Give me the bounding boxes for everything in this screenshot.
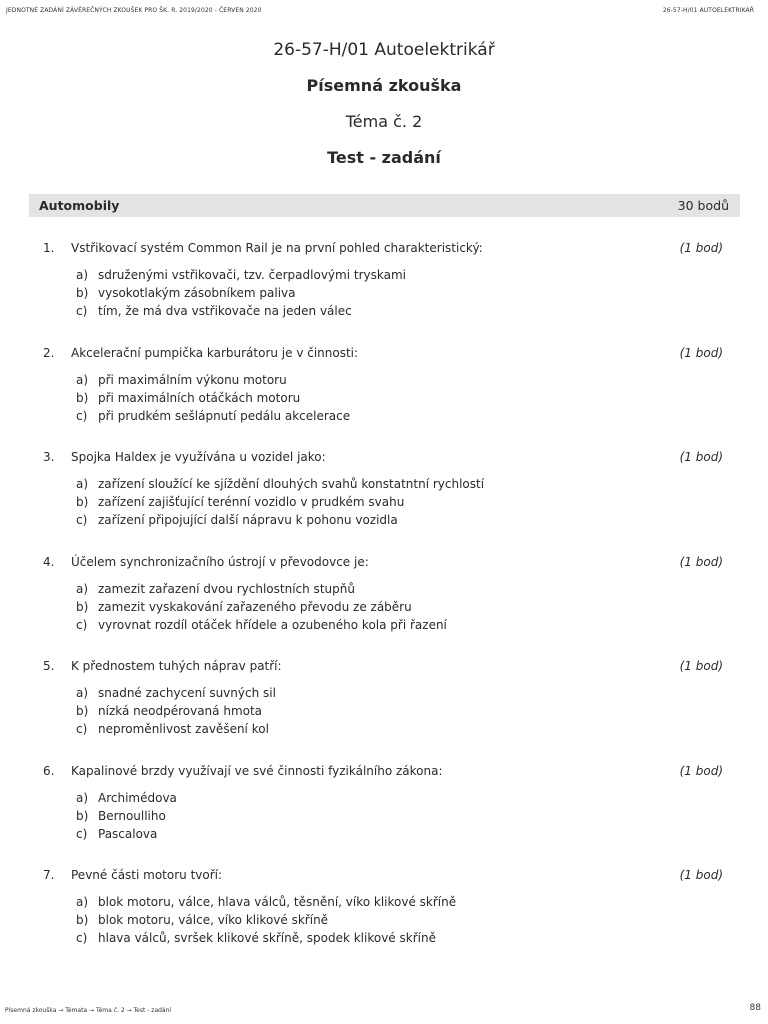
running-header-right: 26-57-H/01 AUTOELEKTRIKÁŘ [662, 7, 754, 14]
answer-option-b: b) vysokotlakým zásobníkem paliva [76, 286, 296, 300]
question-number: 1. [43, 241, 55, 255]
question-text: Kapalinové brzdy využívají ve své činnosti fyzikálního zákona: [71, 763, 443, 778]
topic-title: Téma č. 2 [345, 112, 423, 131]
answer-option-b: b) blok motoru, válce, víko klikové skříně [76, 913, 329, 927]
answer-option-a: a) při maximálním výkonu motoru [76, 372, 287, 387]
question-text: K přednostem tuhých náprav patří: [71, 659, 282, 673]
question-6 [0, 763, 768, 868]
answer-option-c: c) Pascalova [76, 826, 158, 841]
answer-option-b: b) při maximálních otáčkách motoru [76, 390, 301, 405]
question-text: Účelem synchronizačního ústrojí v převodovce je: [71, 554, 369, 569]
answer-option-b: b) Bernoulliho [76, 808, 166, 823]
answer-option-c: c) neproměnlivost zavěšení kol [76, 722, 269, 736]
question-7 [0, 867, 768, 972]
question-text: Akcelerační pumpička karburátoru je v činnosti: [71, 345, 359, 360]
question-number: 7. [43, 868, 55, 882]
exam-title: Písemná zkouška [306, 76, 462, 95]
section-title: Automobily [39, 198, 120, 213]
question-points: (1 bod) [679, 868, 723, 882]
answer-option-b: b) zařízení zajišťující terénní vozidlo v prudkém svahu [76, 495, 405, 509]
question-points: (1 bod) [679, 345, 723, 360]
footer-breadcrumb: Písemná zkouška → Témata → Téma č. 2 → Test - zadání [5, 1007, 172, 1014]
answer-option-a: a) zařízení sloužící ke sjíždění dlouhých svahů konstatntní rychlostí [76, 477, 485, 491]
answer-option-c: c) zařízení připojující další nápravu k pohonu vozidla [76, 513, 398, 527]
question-number: 5. [43, 659, 55, 673]
answer-option-a: a) blok motoru, válce, hlava válců, těsnění, víko klikové skříně [76, 895, 457, 909]
question-text: Pevné části motoru tvoří: [71, 868, 223, 882]
answer-option-a: a) zamezit zařazení dvou rychlostních stupňů [76, 581, 355, 596]
document-code-title: 26-57-H/01 Autoelektrikář [273, 40, 495, 60]
answer-option-a: a) Archimédova [76, 790, 177, 805]
answer-option-a: a) sdruženými vstřikovači, tzv. čerpadlovými tryskami [76, 268, 406, 282]
answer-option-a: a) snadné zachycení suvných sil [76, 686, 276, 700]
question-points: (1 bod) [679, 450, 723, 464]
question-points: (1 bod) [679, 763, 723, 778]
test-title: Test - zadání [327, 148, 441, 167]
answer-option-c: c) hlava válců, svršek klikové skříně, spodek klikové skříně [76, 931, 436, 945]
question-3 [0, 449, 768, 554]
question-number: 3. [43, 450, 55, 464]
question-number: 4. [43, 554, 55, 569]
section-header [29, 194, 740, 217]
answer-option-c: c) tím, že má dva vstřikovače na jeden válec [76, 304, 352, 318]
question-points: (1 bod) [679, 659, 723, 673]
question-text: Spojka Haldex je využívána u vozidel jako: [71, 450, 326, 464]
answer-option-b: b) zamezit vyskakování zařazeného převodu ze záběru [76, 599, 412, 614]
answer-option-b: b) nízká neodpérovaná hmota [76, 704, 263, 718]
question-5 [0, 658, 768, 763]
question-number: 2. [43, 345, 55, 360]
title-block [0, 38, 768, 182]
question-2 [0, 345, 768, 450]
question-number: 6. [43, 763, 55, 778]
answer-option-c: c) vyrovnat rozdíl otáček hřídele a ozubeného kola při řazení [76, 617, 447, 632]
question-points: (1 bod) [679, 241, 723, 255]
question-4 [0, 554, 768, 659]
question-list [0, 240, 768, 972]
answer-option-c: c) při prudkém sešlápnutí pedálu akcelerace [76, 408, 351, 423]
question-1 [0, 240, 768, 345]
question-points: (1 bod) [679, 554, 723, 569]
running-header-left: JEDNOTNÉ ZADÁNÍ ZÁVĚREČNÝCH ZKOUŠEK PRO ŠK. R. 2019/2020 - ČERVEN 2020 [6, 7, 262, 14]
page-number: 88 [749, 1003, 761, 1013]
question-text: Vstřikovací systém Common Rail je na první pohled charakteristický: [71, 241, 483, 255]
section-points: 30 bodů [677, 198, 729, 213]
